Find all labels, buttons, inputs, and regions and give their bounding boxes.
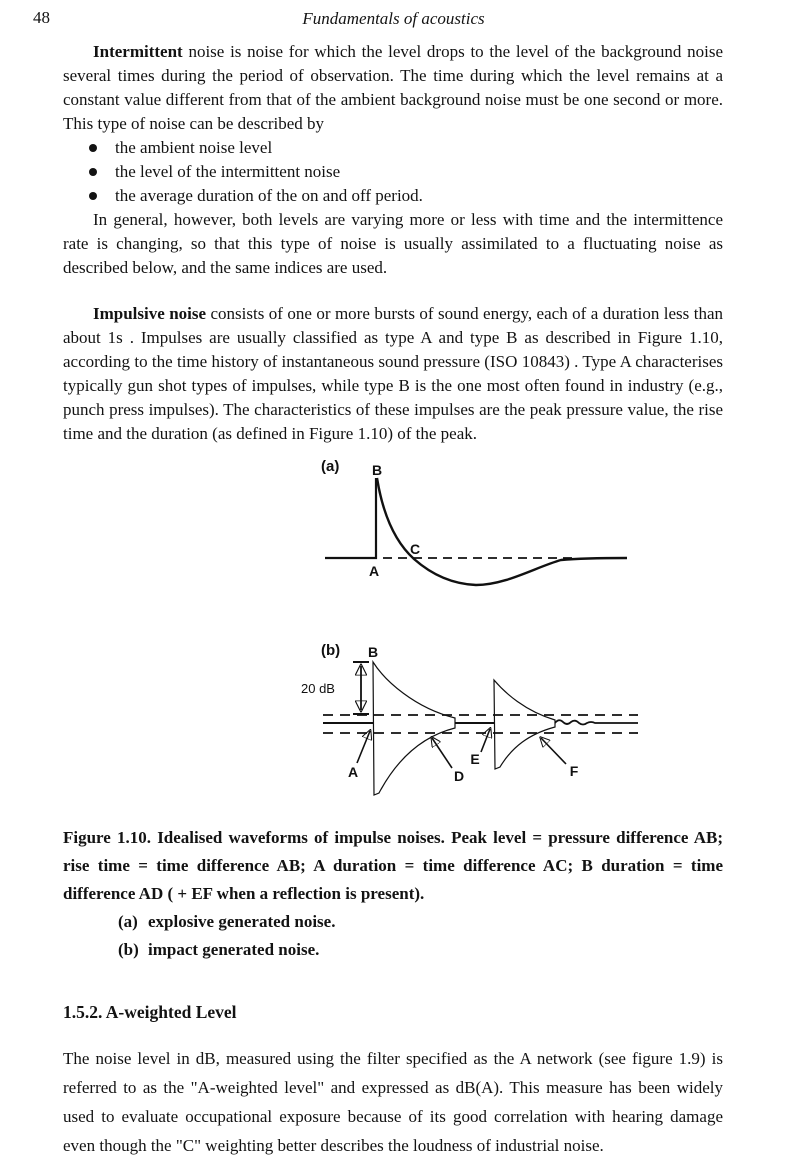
paragraph-impulsive-lead: Impulsive noise <box>93 304 207 323</box>
point-f-label: F <box>569 763 579 779</box>
point-e-label: E <box>470 751 480 767</box>
list-item <box>63 136 723 160</box>
point-c-label: C <box>409 541 421 557</box>
decay-curve <box>377 478 627 585</box>
point-a-label: A <box>368 563 380 579</box>
bullet-text-ambient-level: the ambient noise level <box>115 138 273 157</box>
paragraph-intermittent-text: noise is noise for which the level drops to the level of the background noise several times during the period of observation. The time during which the level remains at a constant value different from that of the ambient background noise must be one second or more. This type of noise can be described by <box>63 42 723 133</box>
caption-item-b-marker: (b) <box>118 940 139 959</box>
caption-item-b <box>63 936 723 964</box>
scale-value-label: 20 dB <box>301 681 335 696</box>
bullet-list <box>63 136 723 208</box>
impact-waveform-diagram <box>293 635 643 807</box>
point-b-label: B <box>367 644 379 660</box>
paragraph-intermittent <box>63 40 723 136</box>
section-heading: 1.5.2. A-weighted Level <box>63 1002 237 1022</box>
caption-item-a-text: explosive generated noise. <box>148 912 336 931</box>
list-item <box>63 160 723 184</box>
point-b-label: B <box>371 462 383 478</box>
paragraph-impulsive-text: consists of one or more bursts of sound energy, each of a duration less than about 1s . Impulses are usually classified as type A and type B as described in Figure 1.10, according to the time history of instantaneous sound pressure (ISO 10843) . Type A characterises typically gun shot types of impulses, while type B is the one most often found in industry (e.g., punch press impulses). The characteristics of these impulses are the peak pressure value, the rise time and the duration (as defined in Figure 1.10) of the peak. <box>63 304 723 443</box>
paragraph-in-general: In general, however, both levels are varying more or less with time and the intermittence rate is changing, so that this type of noise is usually assimilated to a fluctuating noise as described below, and the same indices are used. <box>63 210 723 277</box>
arrow-to-d <box>432 738 452 768</box>
bullet-text-intermittent-level: the level of the intermittent noise <box>115 162 341 181</box>
figure-caption: Figure 1.10. Idealised waveforms of impulse noises. Peak level = pressure difference AB; rise time = time difference AB; A duration = time difference AC; B duration = time difference AD ( + EF when a reflection is present). <box>63 828 723 903</box>
bullet-text-average-duration: the average duration of the on and off period. <box>115 186 423 205</box>
baseline-and-rise-line <box>325 478 376 558</box>
second-burst-envelope <box>494 680 555 769</box>
caption-item-b-text: impact generated noise. <box>148 940 320 959</box>
point-d-label: D <box>453 768 465 784</box>
spacer <box>63 280 723 302</box>
figure-1-10-panel-a <box>293 454 723 625</box>
caption-item-a <box>63 908 723 936</box>
bullet-icon <box>89 168 97 176</box>
explosive-waveform-diagram <box>293 454 633 620</box>
list-item <box>63 184 723 208</box>
panel-b-label: (b) <box>321 642 341 659</box>
page-body <box>0 40 787 1160</box>
page-number: 48 <box>33 8 50 27</box>
arrow-to-f <box>541 738 566 764</box>
panel-a-label: (a) <box>321 458 340 475</box>
paragraph-intermittent-lead: Intermittent <box>93 42 183 61</box>
page-header <box>0 0 787 40</box>
figure-1-10-panel-b <box>293 635 723 812</box>
paragraph-impulsive <box>63 302 723 446</box>
center-line-right-ripple <box>555 720 638 724</box>
running-header-title: Fundamentals of acoustics <box>302 9 485 28</box>
point-a-label: A <box>347 764 359 780</box>
bullet-icon <box>89 192 97 200</box>
bullet-icon <box>89 144 97 152</box>
paragraph-a-weighted: The noise level in dB, measured using the filter specified as the A network (see figure 1.9) is referred to as the "A-weighted level" and expressed as dB(A). This measure has been widely used to evaluate occupational exposure because of its good correlation with hearing damage even though the "C" weighting better describes the loudness of industrial noise. <box>63 1049 723 1155</box>
arrow-to-a <box>357 731 370 763</box>
first-burst-envelope <box>373 662 455 795</box>
caption-item-a-marker: (a) <box>118 912 138 931</box>
